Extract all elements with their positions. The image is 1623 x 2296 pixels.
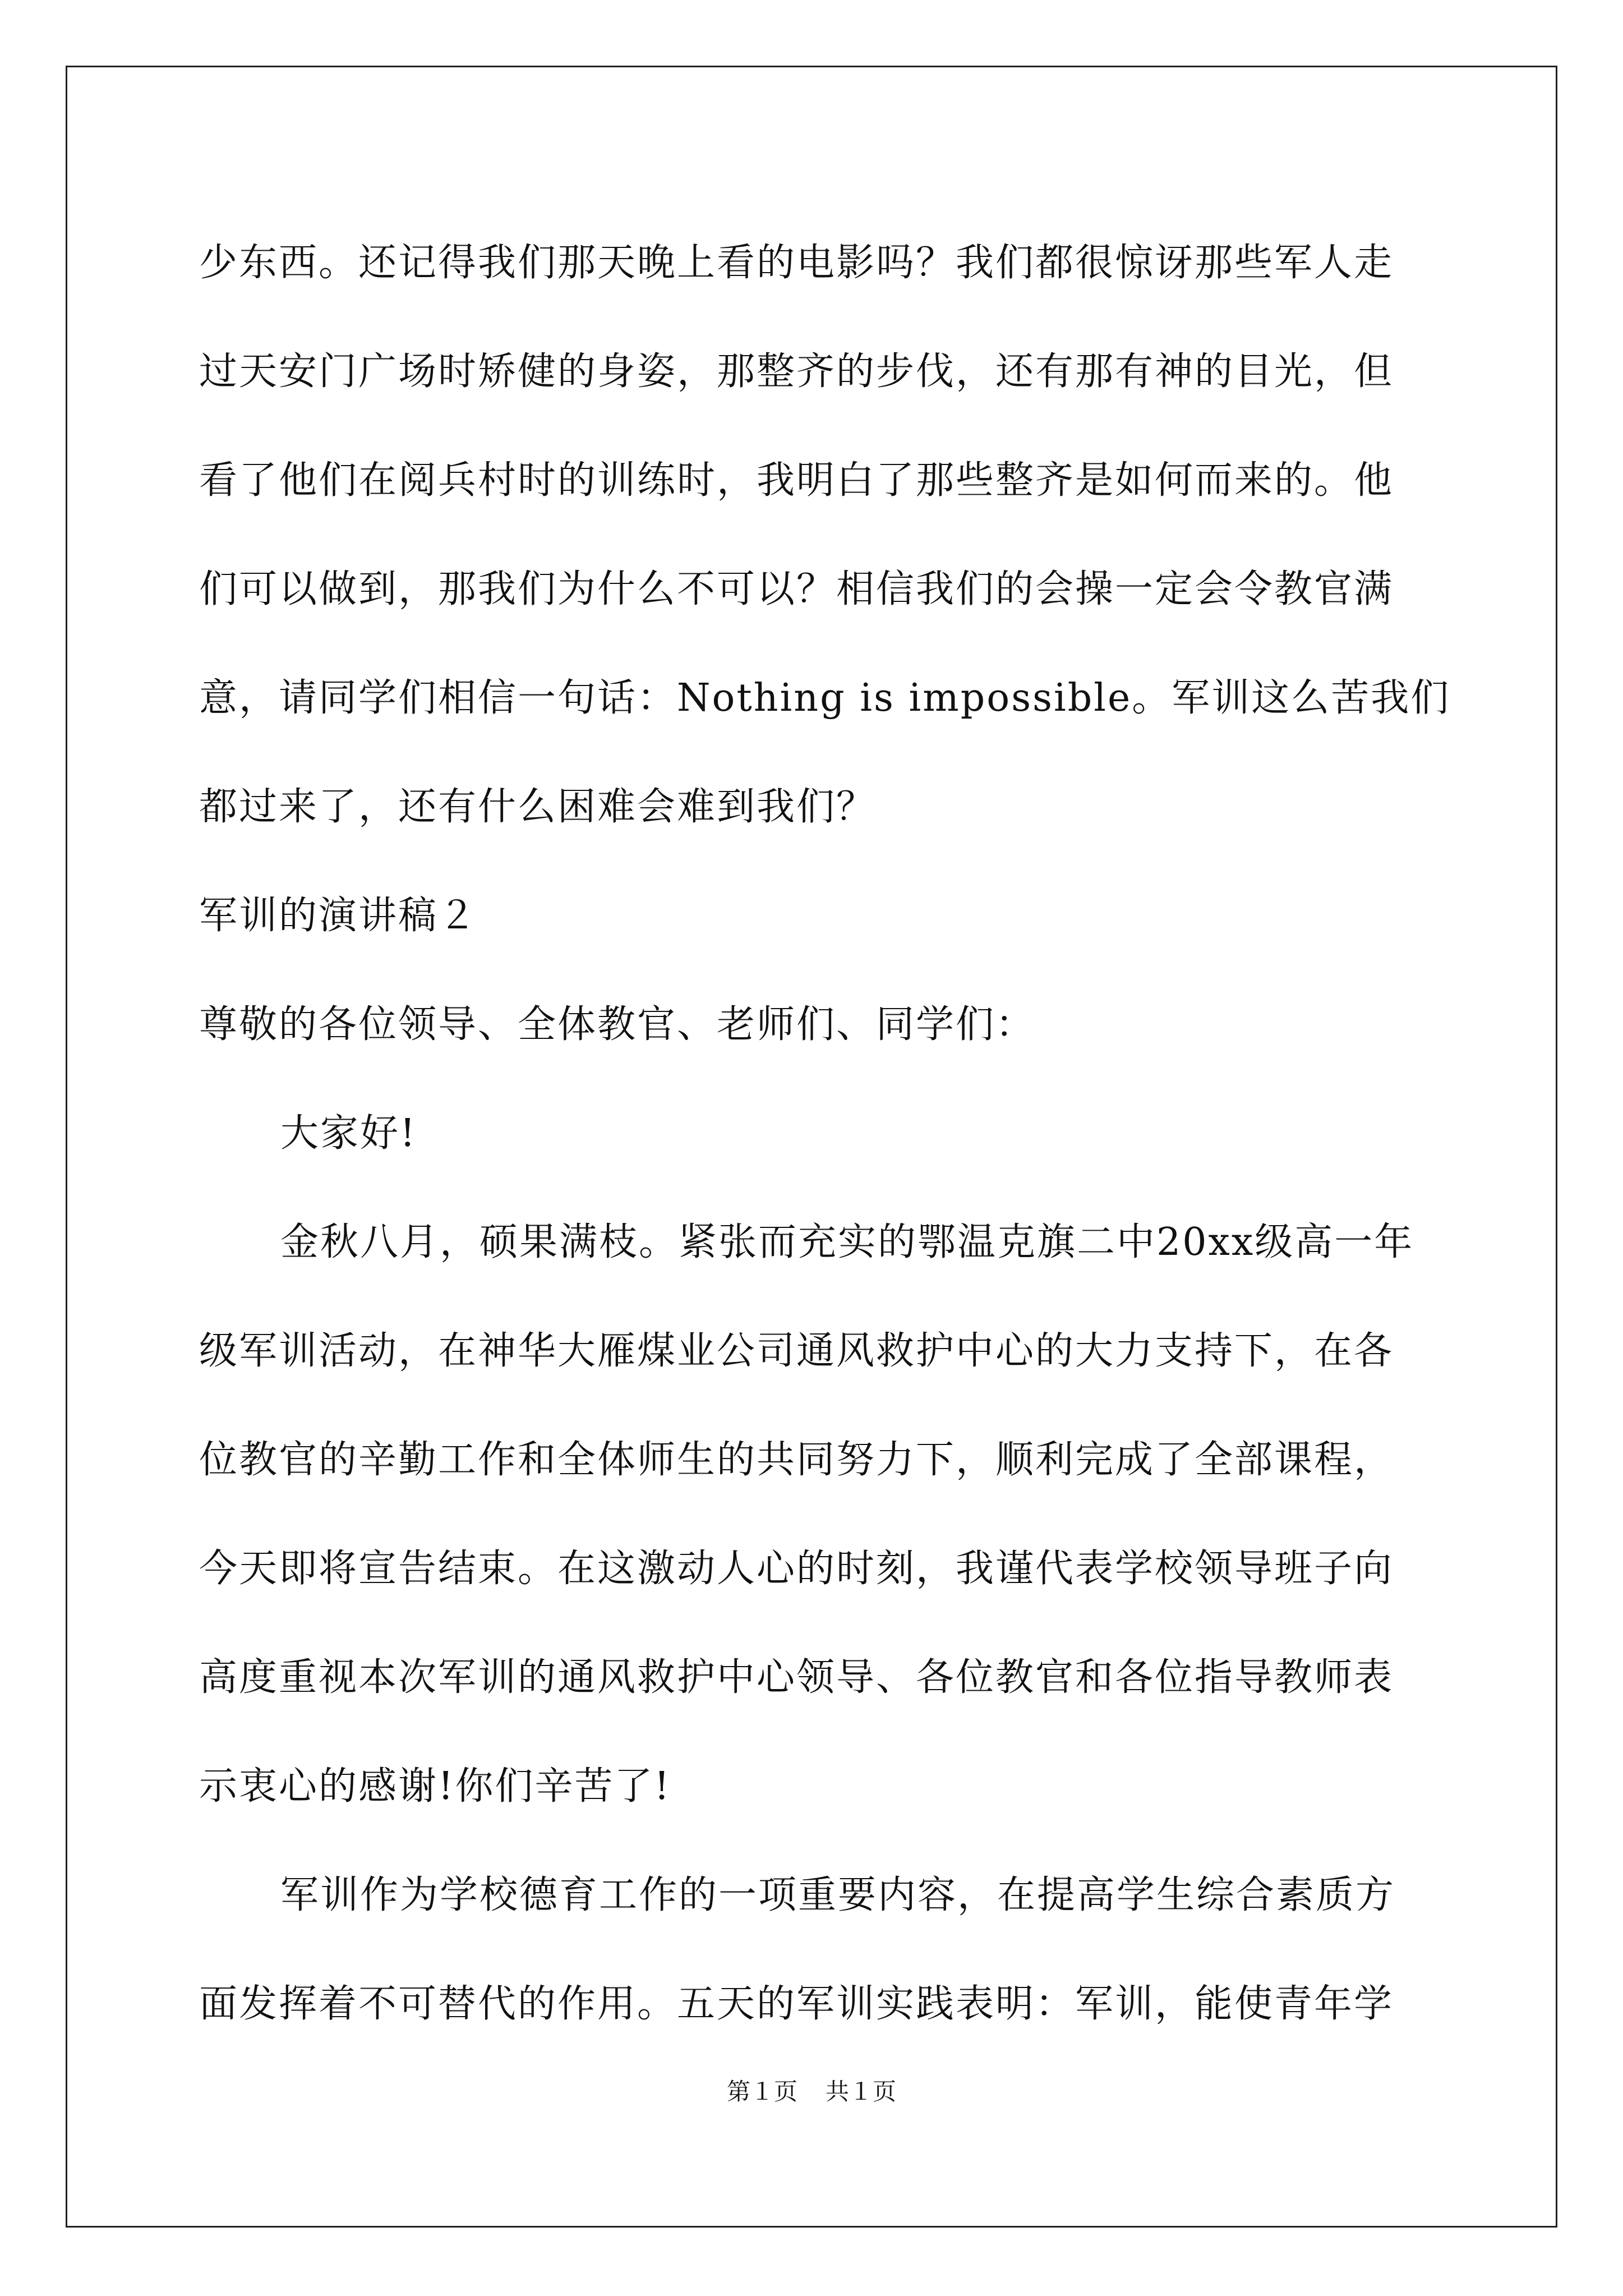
text-line: 面发挥着不可替代的作用。五天的军训实践表明：军训，能使青年学 — [199, 1982, 1394, 2026]
section-heading: 军训的演讲稿２ — [199, 894, 478, 938]
text-line: 军训作为学校德育工作的一项重要内容，在提高学生综合素质方 — [280, 1873, 1396, 1917]
text-line: 今天即将宣告结束。在这激动人心的时刻，我谨代表学校领导班子向 — [199, 1547, 1394, 1591]
document-body — [199, 209, 1451, 2059]
text-line: 高度重视本次军训的通风救护中心领导、各位教官和各位指导教师表 — [199, 1655, 1394, 1700]
page-total: 共１页 — [826, 2079, 897, 2105]
page-footer — [0, 2076, 1623, 2109]
page-number: 第１页 — [726, 2079, 797, 2105]
text-line: 们可以做到，那我们为什么不可以？相信我们的会操一定会令教官满 — [199, 567, 1394, 611]
text-line: 金秋八月，硕果满枝。紧张而充实的鄂温克旗二中20xx级高一年 — [280, 1220, 1414, 1264]
text-line: 少东西。还记得我们那天晚上看的电影吗？我们都很惊讶那些军人走 — [199, 241, 1394, 285]
text-line: 看了他们在阅兵村时的训练时，我明白了那些整齐是如何而来的。他 — [199, 458, 1394, 503]
salutation: 尊敬的各位领导、全体教官、老师们、同学们： — [199, 1002, 1036, 1047]
text-line: 都过来了，还有什么困难会难到我们？ — [199, 785, 877, 829]
text-line: 级军训活动，在神华大雁煤业公司通风救护中心的大力支持下，在各 — [199, 1329, 1394, 1373]
greeting: 大家好! — [280, 1111, 417, 1156]
text-line: 过天安门广场时矫健的身姿，那整齐的步伐，还有那有神的目光，但 — [199, 349, 1394, 394]
text-line: 示衷心的感谢!你们辛苦了! — [199, 1764, 671, 1809]
text-line: 位教官的辛勤工作和全体师生的共同努力下，顺利完成了全部课程， — [199, 1438, 1394, 1482]
text-line: 意，请同学们相信一句话：Nothing is impossible。军训这么苦我们 — [199, 676, 1451, 720]
